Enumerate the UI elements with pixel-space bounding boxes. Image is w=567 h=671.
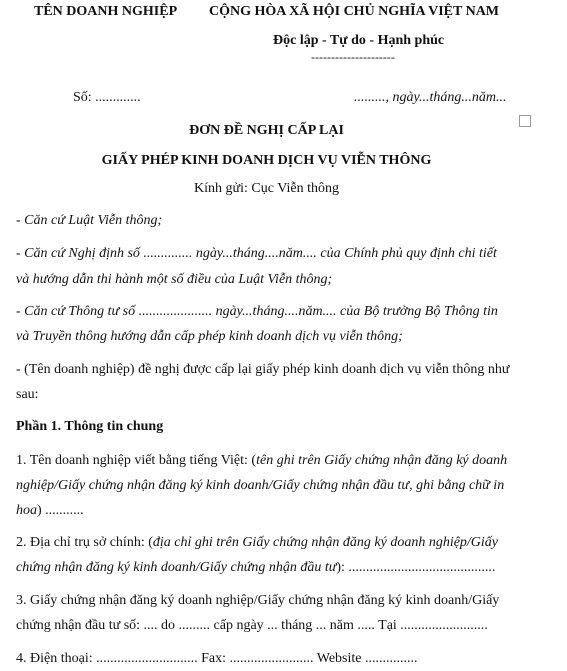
- national-motto: Độc lập - Tự do - Hạnh phúc: [273, 33, 445, 48]
- company-name: TÊN DOANH NGHIỆP: [34, 4, 178, 19]
- part1-heading-text: . Thông tin chung: [57, 419, 164, 434]
- document-date: ........., ngày...tháng...năm...: [354, 90, 507, 105]
- document-title: ĐƠN ĐỀ NGHỊ CẤP LẠI: [189, 123, 344, 138]
- item2-note-end: chứng nhận đăng ký kinh doanh/Giấy chứng nhận đầu tư: [16, 560, 337, 575]
- national-title: CỘNG HÒA XÃ HỘI CHỦ NGHĨA VIỆT NAM: [209, 4, 500, 19]
- part1-heading: [16, 419, 163, 435]
- item3-line1: 3. Giấy chứng nhận đăng ký doanh nghiệp/Giấy chứng nhận đăng ký kinh doanh/Giấy: [16, 593, 500, 608]
- basis-law: - Căn cứ Luật Viễn thông;: [16, 213, 163, 228]
- item1-label: 1. Tên doanh nghiệp viết bằng tiếng Việt: (: [16, 453, 257, 468]
- request-line1: - (Tên doanh nghiệp) đề nghị được cấp lại giấy phép kinh doanh dịch vụ viễn thông như: [16, 362, 510, 377]
- item1-line1: [16, 453, 507, 469]
- item2-blank: ): ..........................................: [336, 560, 496, 575]
- item1-note: tên ghi trên Giấy chứng nhận đăng ký doanh: [256, 453, 508, 468]
- item1-line3: [16, 503, 84, 519]
- document-number: Số: .............: [73, 90, 141, 105]
- item2-label: 2. Địa chỉ trụ sở chính: (: [16, 535, 153, 550]
- item2-line2: [16, 560, 495, 576]
- request-line2: sau:: [16, 387, 39, 402]
- basis-circular-line2: và Truyền thông hướng dẫn cấp phép kinh doanh dịch vụ viễn thông;: [16, 329, 403, 344]
- item1-note-end: hoa: [16, 503, 37, 518]
- basis-decree-line2: và hướng dẫn thi hành một số điều của Luật Viễn thông;: [16, 272, 333, 287]
- item1-line2: nghiệp/Giấy chứng nhận đăng ký kinh doanh/Giấy chứng nhận đầu tư, ghi bằng chữ in: [16, 478, 505, 493]
- document-subtitle: GIẤY PHÉP KINH DOANH DỊCH VỤ VIỄN THÔNG: [101, 153, 432, 168]
- recipient: Kính gửi: Cục Viễn thông: [194, 181, 339, 196]
- basis-decree-line1: - Căn cứ Nghị định số .............. ngày...tháng....năm.... của Chính phủ quy định chi tiết: [16, 246, 497, 261]
- part1-heading-label: Phần 1: [16, 419, 58, 434]
- item3-line2: chứng nhận đầu tư số: .... do ......... cấp ngày ... tháng ... năm ..... Tại .........................: [16, 618, 488, 633]
- basis-circular-line1: - Căn cứ Thông tư số ..................... ngày...tháng....năm.... của Bộ trưởng Bộ Thông tin: [16, 304, 498, 319]
- item2-note: địa chỉ ghi trên Giấy chứng nhận đăng ký doanh nghiệp/Giấy: [152, 535, 499, 550]
- item4-contact: 4. Điện thoại: ............................. Fax: ........................ Website ...............: [16, 651, 418, 666]
- motto-underline: ---------------------: [311, 50, 395, 64]
- item2-line1: [16, 535, 498, 551]
- item1-blank: ) ...........: [37, 503, 84, 518]
